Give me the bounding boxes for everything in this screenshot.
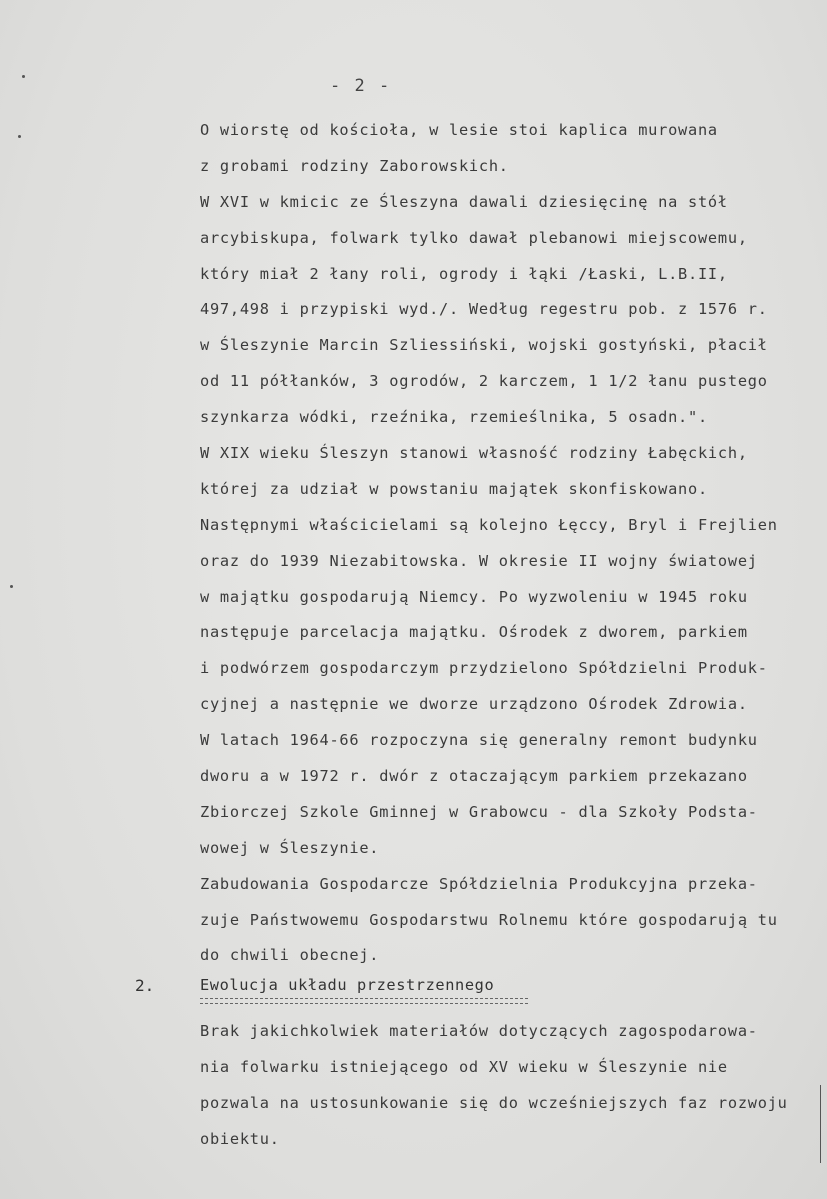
text-line: który miał 2 łany roli, ogrody i łąki /Łaski, L.B.II, [200, 264, 728, 283]
text-line: następuje parcelacja majątku. Ośrodek z dworem, parkiem [200, 623, 748, 642]
section-body-text [200, 1019, 825, 1163]
text-line: cyjnej a następnie we dworze urządzono Ośrodek Zdrowia. [200, 695, 748, 714]
text-line: Zbiorczej Szkole Gminnej w Grabowcu - dla Szkoły Podsta- [200, 802, 758, 821]
text-line: O wiorstę od kościoła, w lesie stoi kaplica murowana [200, 121, 718, 139]
section-heading: Ewolucja układu przestrzennego [200, 976, 495, 994]
text-line: arcybiskupa, folwark tylko dawał plebanowi miejscowemu, [200, 228, 748, 247]
text-line: W latach 1964-66 rozpoczyna się generalny remont budynku [200, 731, 758, 750]
text-line: Następnymi właścicielami są kolejno Łęccy, Bryl i Frejlien [200, 515, 778, 534]
text-line: w majątku gospodarują Niemcy. Po wyzwoleniu w 1945 roku [200, 587, 748, 606]
text-line: w Śleszynie Marcin Szliessiński, wojski gostyński, płacił [200, 336, 768, 355]
text-line: oraz do 1939 Niezabitowska. W okresie II wojny światowej [200, 551, 758, 570]
text-line: W XVI w kmicic ze Śleszyna dawali dziesięcinę na stół [200, 192, 728, 211]
margin-dot [10, 585, 13, 588]
text-line: dworu a w 1972 r. dwór z otaczającym parkiem przekazano [200, 767, 748, 786]
text-line: i podwórzem gospodarczym przydzielono Spółdzielni Produk- [200, 659, 768, 678]
text-line: 497,498 i przypiski wyd./. Według regestru pob. z 1576 r. [200, 300, 768, 319]
text-line: od 11 półłanków, 3 ogrodów, 2 karczem, 1 1/2 łanu pustego [200, 372, 768, 391]
heading-underline [200, 998, 528, 1004]
text-line: nia folwarku istniejącego od XV wieku w Śleszynie nie [200, 1057, 728, 1076]
text-line: W XIX wieku Śleszyn stanowi własność rodziny Łabęckich, [200, 444, 748, 463]
text-line: której za udział w powstaniu majątek skonfiskowano. [200, 479, 708, 498]
margin-dot [22, 75, 25, 78]
text-line: pozwala na ustosunkowanie się do wcześniejszych faz rozwoju [200, 1093, 788, 1112]
body-text [200, 118, 820, 979]
scan-edge-mark [820, 1085, 821, 1163]
text-line: do chwili obecnej. [200, 946, 380, 965]
text-line: wowej w Śleszynie. [200, 838, 380, 857]
text-line: szynkarza wódki, rzeźnika, rzemieślnika, 5 osadn.". [200, 408, 708, 427]
text-line: zuje Państwowemu Gospodarstwu Rolnemu które gospodarują tu [200, 910, 778, 929]
page-number: - 2 - [330, 76, 392, 96]
section-number: 2. [135, 976, 155, 995]
text-line: obiektu. [200, 1129, 280, 1148]
text-line: z grobami rodziny Zaborowskich. [200, 156, 509, 175]
text-line: Brak jakichkolwiek materiałów dotyczących zagospodarowa- [200, 1022, 758, 1040]
margin-dot [18, 135, 21, 138]
text-line: Zabudowania Gospodarcze Spółdzielnia Produkcyjna przeka- [200, 874, 758, 893]
